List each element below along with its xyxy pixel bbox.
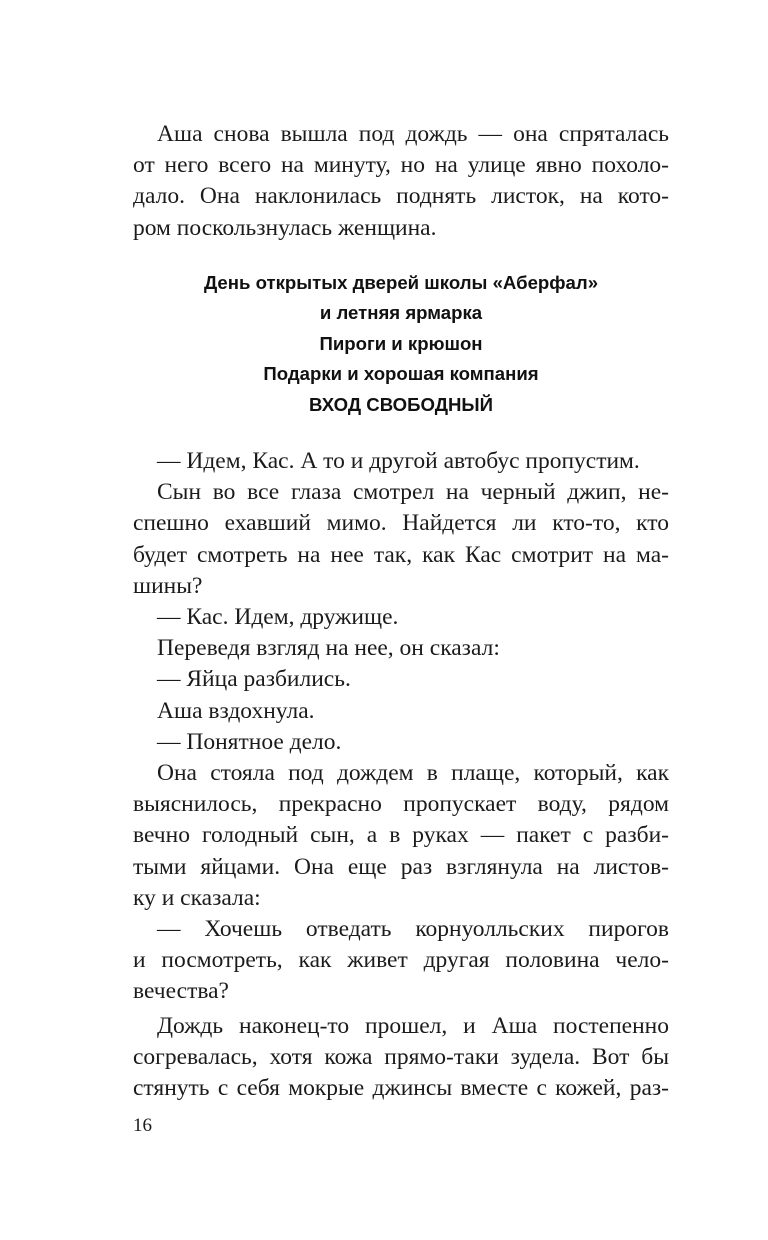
text-line: Аша снова вышла под дождь — она спряталась — [157, 121, 669, 147]
text-line: Сын во все глаза смотрел на черный джип, не- — [157, 479, 669, 506]
text-line: дало. Она наклонилась поднять листок, на кото- — [133, 183, 669, 210]
dialogue-section — [133, 446, 669, 1008]
page-number: 16 — [133, 1115, 152, 1136]
text-line: — Понятное дело. — [157, 728, 342, 755]
closing-paragraph — [133, 1011, 669, 1105]
text-line: — Яйца разбились. — [157, 666, 351, 693]
text-line: ку и сказала: — [133, 884, 261, 911]
text-line: стянуть с себя мокрые джинсы вместе с кожей, раз- — [133, 1075, 669, 1102]
text-line: будет смотреть на нее так, как Кас смотрит на ма- — [133, 541, 669, 568]
flyer-line: Подарки и хорошая компания — [263, 363, 539, 385]
text-line: тыми яйцами. Она еще раз взглянула на листов- — [133, 853, 669, 880]
text-line: спешно ехавший мимо. Найдется ли кто-то, кто — [133, 510, 669, 537]
text-line: согревалась, хотя кожа прямо-таки зудела. Вот бы — [133, 1044, 669, 1071]
text-line: — Хочешь отведать корнуолльских пирогов — [157, 916, 669, 943]
text-line: шины? — [133, 572, 203, 599]
text-line: Она стояла под дождем в плаще, который, как — [157, 760, 669, 787]
text-line: — Кас. Идем, дружище. — [157, 604, 399, 631]
flyer-line: Пироги и крюшон — [319, 332, 483, 354]
text-line: Переведя взгляд на нее, он сказал: — [157, 635, 500, 662]
text-line: Дождь наконец-то прошел, и Аша постепенно — [157, 1013, 669, 1039]
flyer-line: и летняя ярмарка — [319, 302, 483, 324]
text-line: и посмотреть, как живет другая половина чело- — [133, 947, 669, 974]
book-page — [133, 0, 669, 1240]
text-line: — Идем, Кас. А то и другой автобус пропустим. — [157, 448, 640, 474]
opening-paragraph — [133, 119, 669, 244]
text-line: вечества? — [133, 978, 229, 1005]
flyer-text — [133, 268, 669, 420]
text-line: ром поскользнулась женщина. — [133, 214, 437, 241]
flyer-line: ВХОД СВОБОДНЫЙ — [309, 393, 493, 415]
text-line: от него всего на минуту, но на улице явно похоло- — [133, 152, 669, 179]
text-line: выяснилось, прекрасно пропускает воду, рядом — [133, 791, 669, 818]
flyer-line: День открытых дверей школы «Аберфал» — [203, 272, 599, 293]
text-line: Аша вздохнула. — [157, 697, 315, 724]
text-line: вечно голодный сын, а в руках — пакет с разби- — [133, 822, 669, 849]
